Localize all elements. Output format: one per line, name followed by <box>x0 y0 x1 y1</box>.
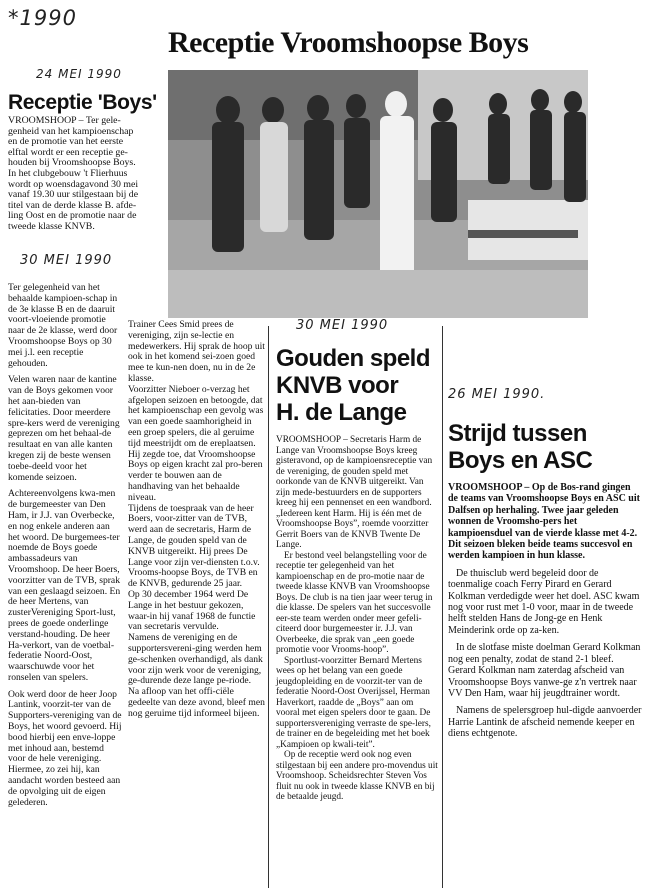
top-article-line: In het clubgebouw 't Flierhuus <box>8 167 128 179</box>
strijd-headline <box>448 420 643 474</box>
top-article-line: ling Oost en de promotie naar de <box>8 210 137 222</box>
reception-photo <box>168 70 588 318</box>
gouden-speld-headline-line: KNVB voor <box>276 372 399 399</box>
handwritten-date-middle: 30 MEI 1990 <box>296 318 389 333</box>
handwritten-date-top: 24 MEI 1990 <box>36 67 122 81</box>
paragraph: Op 30 december 1964 werd De Lange in het bestuur gekozen, waar-in hij vanaf 1968 de functie van secretaris vervulde. <box>128 588 256 633</box>
gouden-speld-headline <box>276 345 440 426</box>
paragraph: Namens de spelersgroep hul-digde aanvoerder Harrie Lantink de afscheid nemende keeper en diens echtgenote. <box>448 705 642 740</box>
top-article-line: VROOMSHOOP – Ter gele- <box>8 115 121 126</box>
paragraph: VROOMSHOOP – Secretaris Harm de Lange van Vroomshoopse Boys kreeg gisteravond, op de kampioensreceptie van de vereniging, de gouden speld met oorkonde van de KNVB uitgereikt. Van zijn mede-bestuurders en de supporters kreeg hij een pennenset en een wandbord. „Iedereen kent Harm. Hij is één met de Vroomshoopse Boys”, roemde voorzitter Gerrit Boers van de KNVB Twente De Lange. <box>276 435 433 550</box>
middle-article-column <box>128 320 265 719</box>
paragraph: Voorzitter Nieboer o-verzag het afgelopen seizoen en betoogde, dat het kampioenschap een gevolg was van een goede saamhorigheid in een groep spelers, die al geruime tijd meestrijdt om de ereplaatsen. Hij zegde toe, dat Vroomshoopse Boys op eigen kracht zal pro-beren verder te bouwen aan de handhaving van het behaalde niveau. <box>128 383 264 503</box>
paragraph: Achtereenvolgens kwa-men de burgemeester van Den Ham, ir J.J. van Overbecke, en nog enkele anderen aan het woord. De burgemees-ter noemde de Boys goede ambassadeurs van Vroomshoop. De heer Boers, voorzitter van de TVB, sprak van een geslaagd seizoen. En de heer Mertens, van zusterVereniging Sport-lust, prees de goede onderlinge verstand-houding. De heer Ha-verkort, van de voetbal-federatie Noord-Oost, waarschuwde voor het ronselen van spelers. <box>8 488 121 683</box>
paragraph: Ter gelegenheid van het behaalde kampioen-schap in de 3e klasse B en de daaruit voort-vloeiende promotie naar de 2e klasse, werd door Vroomshoopse Boys op 30 mei j.l. een receptie gehouden. <box>8 282 118 369</box>
column-divider <box>442 326 443 888</box>
strijd-lead: VROOMSHOOP – Op de Bos-rand gingen de teams van Vroomshoopse Boys en ASC uit Dalfsen op herhaling. Twee jaar geleden wonnen de Vroomsho-pers het kampioensduel van de vierde klasse met 4-2. Dit seizoen bleken beide teams succesvol en werden kampioen in hun klasse. <box>448 482 640 562</box>
paragraph: Namens de vereniging en de supportersvereni-ging werden hem ge-schenken overhandigd, als dank voor zijn werk voor de vereniging, ge-durende deze lange pe-riode. <box>128 632 263 687</box>
paragraph: Ook werd door de heer Joop Lantink, voorzit-ter van de Supporters-vereniging van de Boys, het woord gevoerd. Hij bood hierbij een enve-loppe met inhoud aan, bestemd voor de hele vereniging. Hiermee, zo zei hij, kan aandacht worden besteed aan de opvolging uit de eigen gelederen. <box>8 688 122 808</box>
top-article-line: genheid van het kampioenschap <box>8 125 134 137</box>
page-title: Receptie Vroomshoopse Boys <box>168 26 529 59</box>
gouden-speld-headline-line: Gouden speld <box>276 345 431 372</box>
strijd-article <box>448 482 642 740</box>
handwritten-date-right: 26 MEI 1990. <box>448 387 546 402</box>
gouden-speld-headline-line: H. de Lange <box>276 399 407 426</box>
paragraph: Trainer Cees Smid prees de vereniging, zijn se-lectie en medewerkers. Hij sprak de hoop uit ook in het komend sei-zoen goed mee te kun-nen doen, nu in de 2e klasse. <box>128 319 265 384</box>
paragraph: Na afloop van het offi-ciële gedeelte van deze avond, bleef men nog geruime tijd informeel bijeen. <box>128 686 265 719</box>
paragraph: In de slotfase miste doelman Gerard Kolkman nog een penalty, zodat de stand 2-1 bleef. Gerard Kolkman nam zaterdag afscheid van Vroomshoopse Boys vanwe-ge z'n vertrek naar VV Den Ham, waar hij jeugdtrainer wordt. <box>448 642 641 699</box>
paragraph: Tijdens de toespraak van de heer Boers, voor-zitter van de TVB, werd aan de secretaris, Harm de Lange, de gouden speld van de KNVB uitgereikt. Hij prees De Lange voor zijn ver-diensten t.o.v. Vrooms-hoopse Boys, de TVB en de KNVB, gedurende 25 jaar. <box>128 502 260 590</box>
handwritten-date-left: 30 MEI 1990 <box>20 253 113 268</box>
top-article-line: tweede klasse KNVB. <box>8 220 95 232</box>
top-article-line: titel van de derde klasse B. afde- <box>8 199 137 211</box>
paragraph: Velen waren naar de kantine van de Boys gekomen voor het aan-bieden van felicitaties. Door meerdere spre-kers werd de vereniging geprezen om het behaal-de resultaat en van alle kanten kregen zij de beste wensen toebe-deeld voor het komende seizoen. <box>8 374 120 483</box>
top-article-line: houden bij Vroomshoopse Boys. <box>8 157 136 169</box>
top-article-line: elftal wordt er een receptie ge- <box>8 146 128 158</box>
strijd-headline-line: Boys en ASC <box>448 447 593 474</box>
paragraph: De thuisclub werd begeleid door de toenmalige coach Ferry Pirard en Gerard Kolkman verdedigde weer het doel. ASC kwam nog voor rust met 1-0 voor, maar in de tweede helft stelden Hans de Jong-ge en Henk Meinderink orde op za-ken. <box>448 567 640 636</box>
paragraph: Er bestond veel belangstelling voor de receptie ter gelegenheid van het kampioenschap en de pro-motie naar de tweede klasse KNVB van Vroomshoopse Boys. De club is na tien jaar weer terug in die klasse. De spelers van het succesvolle eer-ste team werden onder meer gefeli-citeerd door burgemeester ir. J.J. van Overbeeke, die sprak van „een goede promotie voor Vrooms-hoop”. <box>276 550 433 655</box>
top-article-body <box>8 116 163 233</box>
reception-photo-image <box>168 70 588 318</box>
strijd-headline-line: Strijd tussen <box>448 420 587 447</box>
column-divider <box>268 326 269 888</box>
handwritten-year: *1990 <box>8 6 77 30</box>
gouden-speld-article <box>276 435 439 803</box>
top-article-line: vanaf 19.30 uur stilgestaan bij de <box>8 189 139 201</box>
top-article-line: wordt op woensdagavond 30 mei <box>8 178 139 190</box>
top-article-line: en de promotie van het eerste <box>8 136 124 148</box>
left-article-column <box>8 283 123 808</box>
paragraph: Sportlust-voorzitter Bernard Mertens wees op het belang van een goede jeugdopleiding en de voorzit-ter van de federatie Noord-Oost Overijssel, Herman Haverkort, raadde de „Boys” aan om vooral met eigen spelers door te gaan. De supportersvereniging verraste de spe-lers, de trainer en de begeleiding met het boek „Kampioen op kwali-teit”. <box>276 655 431 750</box>
top-article-headline: Receptie 'Boys' <box>8 91 157 114</box>
paragraph: Op de receptie werd ook nog even stilgestaan bij een andere pro-movendus uit Vroomshoop. Scheidsrechter Steven Vos fluit nu ook in tweede klasse KNVB en bij de betaalde jeugd. <box>276 750 438 802</box>
